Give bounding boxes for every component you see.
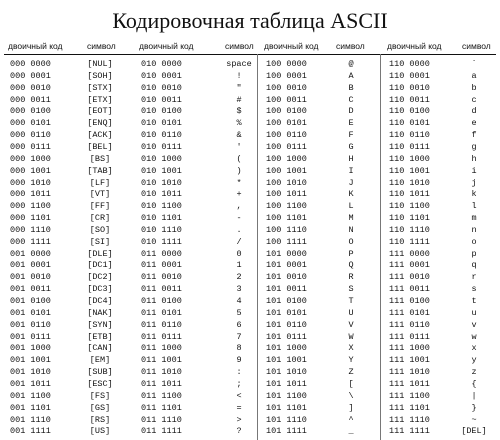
symbol-cell: C [348, 94, 354, 105]
binary-code-cell: 111 0101 [389, 307, 430, 318]
symbol-cell: [BEL] [87, 141, 113, 152]
table-row [0, 70, 500, 82]
binary-code-cell: 010 1111 [141, 236, 182, 247]
binary-code-cell: 111 1001 [389, 355, 430, 366]
binary-code-cell: 100 0101 [266, 118, 307, 129]
table-row [0, 342, 500, 354]
symbol-cell: y [471, 355, 477, 366]
binary-code-cell: 110 0101 [389, 118, 430, 129]
binary-code-cell: 011 0001 [141, 260, 182, 271]
binary-code-cell: 101 1011 [266, 378, 307, 389]
symbol-cell: / [236, 236, 242, 247]
header-divider [4, 54, 496, 55]
header-binary-1: двоичный код [8, 41, 63, 51]
binary-code-cell: 000 0100 [10, 106, 51, 117]
binary-code-cell: 110 0001 [389, 70, 430, 81]
binary-code-cell: 011 1000 [141, 343, 182, 354]
symbol-cell: [ACK] [87, 130, 113, 141]
symbol-cell: 1 [236, 260, 242, 271]
binary-code-cell: 101 1111 [266, 426, 307, 437]
binary-code-cell: 000 0101 [10, 118, 51, 129]
binary-code-cell: 000 0110 [10, 130, 51, 141]
binary-code-cell: 000 0001 [10, 70, 51, 81]
symbol-cell: | [471, 390, 477, 401]
header-symbol-2: символ [225, 41, 254, 51]
binary-code-cell: 000 1000 [10, 153, 51, 164]
binary-code-cell: 111 0010 [389, 272, 430, 283]
symbol-cell: A [348, 70, 354, 81]
header-binary-2: двоичный код [139, 41, 194, 51]
symbol-cell: U [348, 307, 354, 318]
binary-code-cell: 001 0011 [10, 284, 51, 295]
symbol-cell: K [348, 189, 354, 200]
symbol-cell: , [236, 201, 242, 212]
symbol-cell: 3 [236, 284, 242, 295]
binary-code-cell: 010 1000 [141, 153, 182, 164]
binary-code-cell: 010 0000 [141, 59, 182, 69]
binary-code-cell: 000 1111 [10, 236, 51, 247]
symbol-cell: ! [236, 70, 242, 81]
symbol-cell: u [471, 307, 477, 318]
binary-code-cell: 100 0000 [266, 59, 307, 69]
binary-code-cell: 101 0011 [266, 284, 307, 295]
binary-code-cell: 111 1010 [389, 367, 430, 378]
column-headers [0, 41, 500, 53]
binary-code-cell: 111 1110 [389, 414, 430, 425]
binary-code-cell: 101 1110 [266, 414, 307, 425]
binary-code-cell: 100 0110 [266, 130, 307, 141]
binary-code-cell: 010 1110 [141, 224, 182, 235]
binary-code-cell: 101 1010 [266, 367, 307, 378]
binary-code-cell: 101 0101 [266, 307, 307, 318]
symbol-cell: + [236, 189, 242, 200]
symbol-cell: [NAK] [87, 307, 113, 318]
binary-code-cell: 000 1001 [10, 165, 51, 176]
symbol-cell: [SOH] [87, 70, 113, 81]
table-row [0, 425, 500, 437]
binary-code-cell: 110 0111 [389, 141, 430, 152]
binary-code-cell: 100 1110 [266, 224, 307, 235]
binary-code-cell: 001 1001 [10, 355, 51, 366]
binary-code-cell: 001 1010 [10, 367, 51, 378]
table-row [0, 319, 500, 331]
binary-code-cell: 100 1100 [266, 201, 307, 212]
binary-code-cell: 111 1100 [389, 390, 430, 401]
symbol-cell: [ [348, 378, 354, 389]
symbol-cell: [BS] [89, 153, 111, 164]
binary-code-cell: 011 1111 [141, 426, 182, 437]
binary-code-cell: 100 1010 [266, 177, 307, 188]
table-row [0, 224, 500, 236]
binary-code-cell: 110 1100 [389, 201, 430, 212]
binary-code-cell: 011 1011 [141, 378, 182, 389]
symbol-cell: o [471, 236, 477, 247]
symbol-cell: e [471, 118, 477, 129]
binary-code-cell: 101 0100 [266, 296, 307, 306]
binary-code-cell: 011 0111 [141, 331, 182, 342]
symbol-cell: ' [236, 141, 242, 152]
table-row [0, 105, 500, 117]
binary-code-cell: 111 0011 [389, 284, 430, 295]
binary-code-cell: 000 1110 [10, 224, 51, 235]
symbol-cell: ) [236, 165, 242, 176]
symbol-cell: L [348, 201, 354, 212]
symbol-cell: 4 [236, 296, 242, 306]
binary-code-cell: 101 1001 [266, 355, 307, 366]
symbol-cell: [GS] [89, 402, 111, 413]
binary-code-cell: 010 0011 [141, 94, 182, 105]
binary-code-cell: 110 0000 [389, 59, 430, 69]
symbol-cell: = [236, 402, 242, 413]
symbol-cell: [DC2] [87, 272, 113, 283]
binary-code-cell: 001 0101 [10, 307, 51, 318]
binary-code-cell: 110 1001 [389, 165, 430, 176]
table-row [0, 188, 500, 200]
symbol-cell: 6 [236, 319, 242, 330]
binary-code-cell: 001 1000 [10, 343, 51, 354]
symbol-cell: H [348, 153, 354, 164]
binary-code-cell: 100 1000 [266, 153, 307, 164]
symbol-cell: " [236, 82, 242, 93]
symbol-cell: [CR] [89, 213, 111, 224]
symbol-cell: f [471, 130, 477, 141]
binary-code-cell: 111 0100 [389, 296, 430, 306]
symbol-cell: r [471, 272, 477, 283]
symbol-cell: _ [348, 426, 354, 437]
symbol-cell: T [348, 296, 354, 306]
symbol-cell: m [471, 213, 477, 224]
binary-code-cell: 110 0100 [389, 106, 430, 117]
symbol-cell: 5 [236, 307, 242, 318]
symbol-cell: S [348, 284, 354, 295]
binary-code-cell: 100 0001 [266, 70, 307, 81]
page-title: Кодировочная таблица ASCII [112, 8, 388, 33]
symbol-cell: ~ [471, 414, 477, 425]
symbol-cell: : [236, 367, 242, 378]
binary-code-cell: 011 1100 [141, 390, 182, 401]
binary-code-cell: 100 0011 [266, 94, 307, 105]
binary-code-cell: 110 1010 [389, 177, 430, 188]
symbol-cell: & [236, 130, 242, 141]
symbol-cell: ? [236, 426, 242, 437]
symbol-cell: 0 [236, 248, 242, 259]
table-row [0, 82, 500, 94]
binary-code-cell: 011 0100 [141, 296, 182, 306]
symbol-cell: R [348, 272, 354, 283]
binary-code-cell: 001 0000 [10, 248, 51, 259]
symbol-cell: d [471, 106, 477, 117]
symbol-cell: [EM] [89, 355, 111, 366]
symbol-cell: [DLE] [87, 248, 113, 259]
symbol-cell: W [348, 331, 354, 342]
binary-code-cell: 110 1111 [389, 236, 430, 247]
header-binary-3: двоичный код [264, 41, 319, 51]
binary-code-cell: 100 1001 [266, 165, 307, 176]
binary-code-cell: 011 1101 [141, 402, 182, 413]
table-row [0, 153, 500, 165]
symbol-cell: % [236, 118, 242, 129]
symbol-cell: 9 [236, 355, 242, 366]
binary-code-cell: 111 1111 [389, 426, 430, 437]
table-row [0, 378, 500, 390]
symbol-cell: . [236, 224, 242, 235]
table-row [0, 248, 500, 260]
binary-code-cell: 111 1000 [389, 343, 430, 354]
symbol-cell: t [471, 296, 477, 306]
binary-code-cell: 110 0011 [389, 94, 430, 105]
symbol-cell: G [348, 141, 354, 152]
table-row [0, 200, 500, 212]
binary-code-cell: 000 0000 [10, 59, 51, 69]
symbol-cell: i [471, 165, 477, 176]
symbol-cell: [SO] [89, 224, 111, 235]
table-row [0, 165, 500, 177]
symbol-cell: ^ [348, 414, 354, 425]
symbol-cell: } [471, 402, 477, 413]
binary-code-cell: 010 1001 [141, 165, 182, 176]
symbol-cell: M [348, 213, 354, 224]
symbol-cell: > [236, 414, 242, 425]
symbol-cell: { [471, 378, 477, 389]
header-symbol-3: символ [336, 41, 365, 51]
symbol-cell: X [348, 343, 354, 354]
symbol-cell: Z [348, 367, 354, 378]
symbol-cell: b [471, 82, 477, 93]
table-row [0, 177, 500, 189]
table-row [0, 354, 500, 366]
symbol-cell: V [348, 319, 354, 330]
binary-code-cell: 001 0111 [10, 331, 51, 342]
header-binary-4: двоичный код [387, 41, 442, 51]
symbol-cell: w [471, 331, 477, 342]
symbol-cell: a [471, 70, 477, 81]
symbol-cell: space [226, 59, 252, 69]
symbol-cell: [DEL] [461, 426, 487, 437]
binary-code-cell: 001 1110 [10, 414, 51, 425]
binary-code-cell: 010 0010 [141, 82, 182, 93]
binary-code-cell: 101 1000 [266, 343, 307, 354]
binary-code-cell: 011 0010 [141, 272, 182, 283]
binary-code-cell: 000 1101 [10, 213, 51, 224]
symbol-cell: [NUL] [87, 59, 113, 69]
binary-code-cell: 101 1100 [266, 390, 307, 401]
table-row [0, 390, 500, 402]
binary-code-cell: 010 1101 [141, 213, 182, 224]
table-row [0, 117, 500, 129]
symbol-cell: [STX] [87, 82, 113, 93]
binary-code-cell: 011 0110 [141, 319, 182, 330]
symbol-cell: - [236, 213, 242, 224]
binary-code-cell: 110 0010 [389, 82, 430, 93]
binary-code-cell: 100 0111 [266, 141, 307, 152]
binary-code-cell: 010 1010 [141, 177, 182, 188]
symbol-cell: ( [236, 153, 242, 164]
symbol-cell: I [348, 165, 354, 176]
header-symbol-1: символ [87, 41, 116, 51]
binary-code-cell: 001 0110 [10, 319, 51, 330]
binary-code-cell: 000 1011 [10, 189, 51, 200]
binary-code-cell: 001 1111 [10, 426, 51, 437]
binary-code-cell: 100 0100 [266, 106, 307, 117]
binary-code-cell: 010 0101 [141, 118, 182, 129]
binary-code-cell: 111 0001 [389, 260, 430, 271]
binary-code-cell: 101 0010 [266, 272, 307, 283]
symbol-cell: 2 [236, 272, 242, 283]
symbol-cell: O [348, 236, 354, 247]
table-row [0, 129, 500, 141]
symbol-cell: * [236, 177, 242, 188]
symbol-cell: [SYN] [87, 319, 113, 330]
binary-code-cell: 010 0110 [141, 130, 182, 141]
binary-code-cell: 000 0010 [10, 82, 51, 93]
table-row [0, 295, 500, 307]
symbol-cell: q [471, 260, 477, 271]
binary-code-cell: 001 0100 [10, 296, 51, 306]
table-row [0, 236, 500, 248]
symbol-cell: n [471, 224, 477, 235]
symbol-cell: # [236, 94, 242, 105]
symbol-cell: \ [348, 390, 354, 401]
symbol-cell: 8 [236, 343, 242, 354]
symbol-cell: g [471, 141, 477, 152]
binary-code-cell: 000 1100 [10, 201, 51, 212]
symbol-cell: [DC3] [87, 284, 113, 295]
table-row [0, 402, 500, 414]
symbol-cell: $ [236, 106, 242, 117]
symbol-cell: p [471, 248, 477, 259]
binary-code-cell: 011 1001 [141, 355, 182, 366]
symbol-cell: [EOT] [87, 106, 113, 117]
binary-code-cell: 110 1110 [389, 224, 430, 235]
binary-code-cell: 110 1101 [389, 213, 430, 224]
symbol-cell: v [471, 319, 477, 330]
binary-code-cell: 101 0110 [266, 319, 307, 330]
symbol-cell: N [348, 224, 354, 235]
binary-code-cell: 110 0110 [389, 130, 430, 141]
table-row [0, 271, 500, 283]
symbol-cell: s [471, 284, 477, 295]
symbol-cell: ` [471, 59, 477, 69]
binary-code-cell: 111 0000 [389, 248, 430, 259]
binary-code-cell: 011 0011 [141, 284, 182, 295]
binary-code-cell: 100 1111 [266, 236, 307, 247]
table-row [0, 58, 500, 70]
binary-code-cell: 010 1100 [141, 201, 182, 212]
symbol-cell: [RS] [89, 414, 111, 425]
binary-code-cell: 110 1000 [389, 153, 430, 164]
header-symbol-4: символ [462, 41, 491, 51]
symbol-cell: [TAB] [87, 165, 113, 176]
symbol-cell: 7 [236, 331, 242, 342]
binary-code-cell: 101 0111 [266, 331, 307, 342]
symbol-cell: [VT] [89, 189, 111, 200]
binary-code-cell: 101 1101 [266, 402, 307, 413]
symbol-cell: B [348, 82, 354, 93]
table-row [0, 141, 500, 153]
symbol-cell: [SI] [89, 236, 111, 247]
symbol-cell: ] [348, 402, 354, 413]
symbol-cell: [ETB] [87, 331, 113, 342]
binary-code-cell: 110 1011 [389, 189, 430, 200]
symbol-cell: @ [348, 59, 354, 69]
symbol-cell: [FF] [89, 201, 111, 212]
binary-code-cell: 010 0001 [141, 70, 182, 81]
binary-code-cell: 111 0110 [389, 319, 430, 330]
binary-code-cell: 000 1010 [10, 177, 51, 188]
symbol-cell: c [471, 94, 477, 105]
binary-code-cell: 100 0010 [266, 82, 307, 93]
symbol-cell: [US] [89, 426, 111, 437]
binary-code-cell: 111 1011 [389, 378, 430, 389]
binary-code-cell: 100 1011 [266, 189, 307, 200]
symbol-cell: Y [348, 355, 354, 366]
binary-code-cell: 000 0111 [10, 141, 51, 152]
symbol-cell: l [471, 201, 477, 212]
binary-code-cell: 001 1101 [10, 402, 51, 413]
table-row [0, 307, 500, 319]
symbol-cell: Q [348, 260, 354, 271]
symbol-cell: [ESC] [87, 378, 113, 389]
symbol-cell: P [348, 248, 354, 259]
symbol-cell: < [236, 390, 242, 401]
symbol-cell: z [471, 367, 477, 378]
symbol-cell: [ETX] [87, 94, 113, 105]
binary-code-cell: 001 0010 [10, 272, 51, 283]
symbol-cell: [CAN] [87, 343, 113, 354]
binary-code-cell: 010 1011 [141, 189, 182, 200]
binary-code-cell: 010 0111 [141, 141, 182, 152]
table-row [0, 366, 500, 378]
symbol-cell: j [471, 177, 477, 188]
binary-code-cell: 001 0001 [10, 260, 51, 271]
table-row [0, 94, 500, 106]
binary-code-cell: 000 0011 [10, 94, 51, 105]
binary-code-cell: 101 0000 [266, 248, 307, 259]
binary-code-cell: 011 0101 [141, 307, 182, 318]
symbol-cell: h [471, 153, 477, 164]
binary-code-cell: 011 0000 [141, 248, 182, 259]
binary-code-cell: 100 1101 [266, 213, 307, 224]
table-row [0, 259, 500, 271]
table-row [0, 283, 500, 295]
binary-code-cell: 111 0111 [389, 331, 430, 342]
table-row [0, 331, 500, 343]
binary-code-cell: 101 0001 [266, 260, 307, 271]
binary-code-cell: 111 1101 [389, 402, 430, 413]
symbol-cell: [LF] [89, 177, 111, 188]
binary-code-cell: 010 0100 [141, 106, 182, 117]
symbol-cell: D [348, 106, 354, 117]
binary-code-cell: 011 1010 [141, 367, 182, 378]
symbol-cell: k [471, 189, 477, 200]
binary-code-cell: 001 1100 [10, 390, 51, 401]
symbol-cell: J [348, 177, 354, 188]
table-row [0, 212, 500, 224]
symbol-cell: [DC4] [87, 296, 113, 306]
symbol-cell: E [348, 118, 354, 129]
symbol-cell: x [471, 343, 477, 354]
binary-code-cell: 011 1110 [141, 414, 182, 425]
symbol-cell: [FS] [89, 390, 111, 401]
symbol-cell: F [348, 130, 354, 141]
symbol-cell: [SUB] [87, 367, 113, 378]
symbol-cell: [ENQ] [87, 118, 113, 129]
table-row [0, 414, 500, 426]
symbol-cell: [DC1] [87, 260, 113, 271]
symbol-cell: ; [236, 378, 242, 389]
binary-code-cell: 001 1011 [10, 378, 51, 389]
